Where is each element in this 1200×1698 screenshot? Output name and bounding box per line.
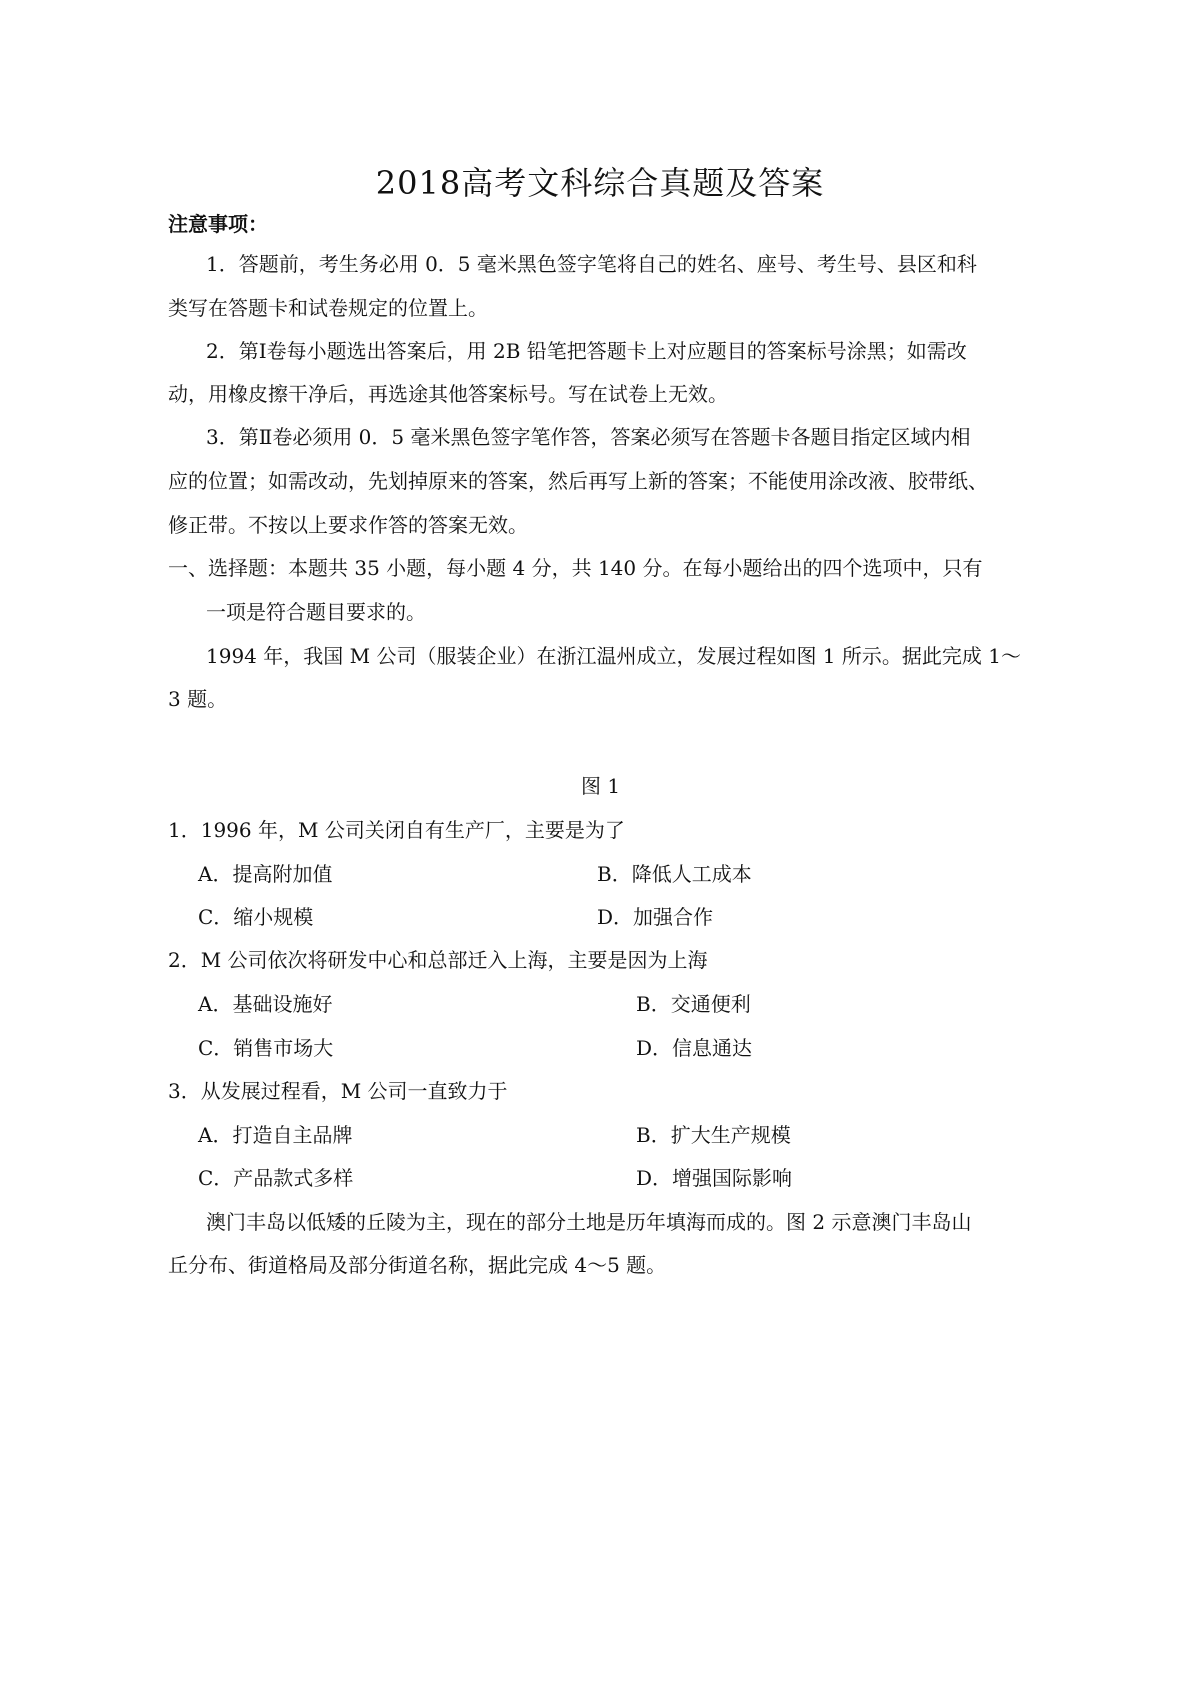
figure-1-caption: 图 1	[581, 774, 621, 798]
section-heading-line-1: 一、选择题：本题共 35 小题，每小题 4 分，共 140 分。在每小题给出的四个选项中，只有	[168, 556, 983, 580]
question-3-option-d: D．增强国际影响	[636, 1166, 793, 1190]
question-2-option-d: D．信息通达	[636, 1036, 753, 1060]
question-1-stem: 1．1996 年，M 公司关闭自有生产厂，主要是为了	[168, 818, 625, 842]
intro-2-line-1: 澳门丰岛以低矮的丘陵为主，现在的部分土地是历年填海而成的。图 2 示意澳门丰岛山	[206, 1210, 972, 1234]
intro-2-line-2: 丘分布、街道格局及部分街道名称，据此完成 4～5 题。	[168, 1253, 667, 1277]
section-heading-line-2: 一项是符合题目要求的。	[206, 600, 426, 624]
notice-item-2-line-2: 动，用橡皮擦干净后，再选途其他答案标号。写在试卷上无效。	[168, 382, 728, 406]
question-3-stem: 3．从发展过程看，M 公司一直致力于	[168, 1079, 508, 1103]
notice-item-3-line-1: 3．第Ⅱ卷必须用 0．5 毫米黑色签字笔作答，答案必须写在答题卡各题目指定区域内相	[206, 425, 971, 449]
question-1-option-a: A．提高附加值	[198, 862, 333, 886]
question-2-stem: 2．M 公司依次将研发中心和总部迁入上海，主要是因为上海	[168, 948, 708, 972]
page-title: 2018高考文科综合真题及答案	[375, 164, 825, 202]
question-3-option-a: A．打造自主品牌	[198, 1123, 353, 1147]
intro-1-line-2: 3 题。	[168, 687, 228, 711]
question-2-option-c: C．销售市场大	[198, 1036, 334, 1060]
question-3-option-b: B．扩大生产规模	[636, 1123, 791, 1147]
notice-heading: 注意事项：	[168, 212, 268, 236]
intro-1-line-1: 1994 年，我国 M 公司（服装企业）在浙江温州成立，发展过程如图 1 所示。据此完成 1～	[206, 644, 1021, 668]
notice-item-3-line-2: 应的位置；如需改动，先划掉原来的答案，然后再写上新的答案；不能使用涂改液、胶带纸、	[168, 469, 988, 493]
question-3-option-c: C．产品款式多样	[198, 1166, 354, 1190]
question-2-option-b: B．交通便利	[636, 992, 751, 1016]
notice-item-1-line-1: 1．答题前，考生务必用 0．5 毫米黑色签字笔将自己的姓名、座号、考生号、县区和科	[206, 252, 977, 276]
question-1-option-d: D．加强合作	[597, 905, 714, 929]
question-2-option-a: A．基础设施好	[198, 992, 333, 1016]
question-1-option-b: B．降低人工成本	[597, 862, 752, 886]
notice-item-2-line-1: 2．第Ⅰ卷每小题选出答案后，用 2B 铅笔把答题卡上对应题目的答案标号涂黑；如需改	[206, 339, 967, 363]
notice-item-1-line-2: 类写在答题卡和试卷规定的位置上。	[168, 296, 488, 320]
question-1-option-c: C．缩小规模	[198, 905, 314, 929]
notice-item-3-line-3: 修正带。不按以上要求作答的答案无效。	[168, 513, 528, 537]
